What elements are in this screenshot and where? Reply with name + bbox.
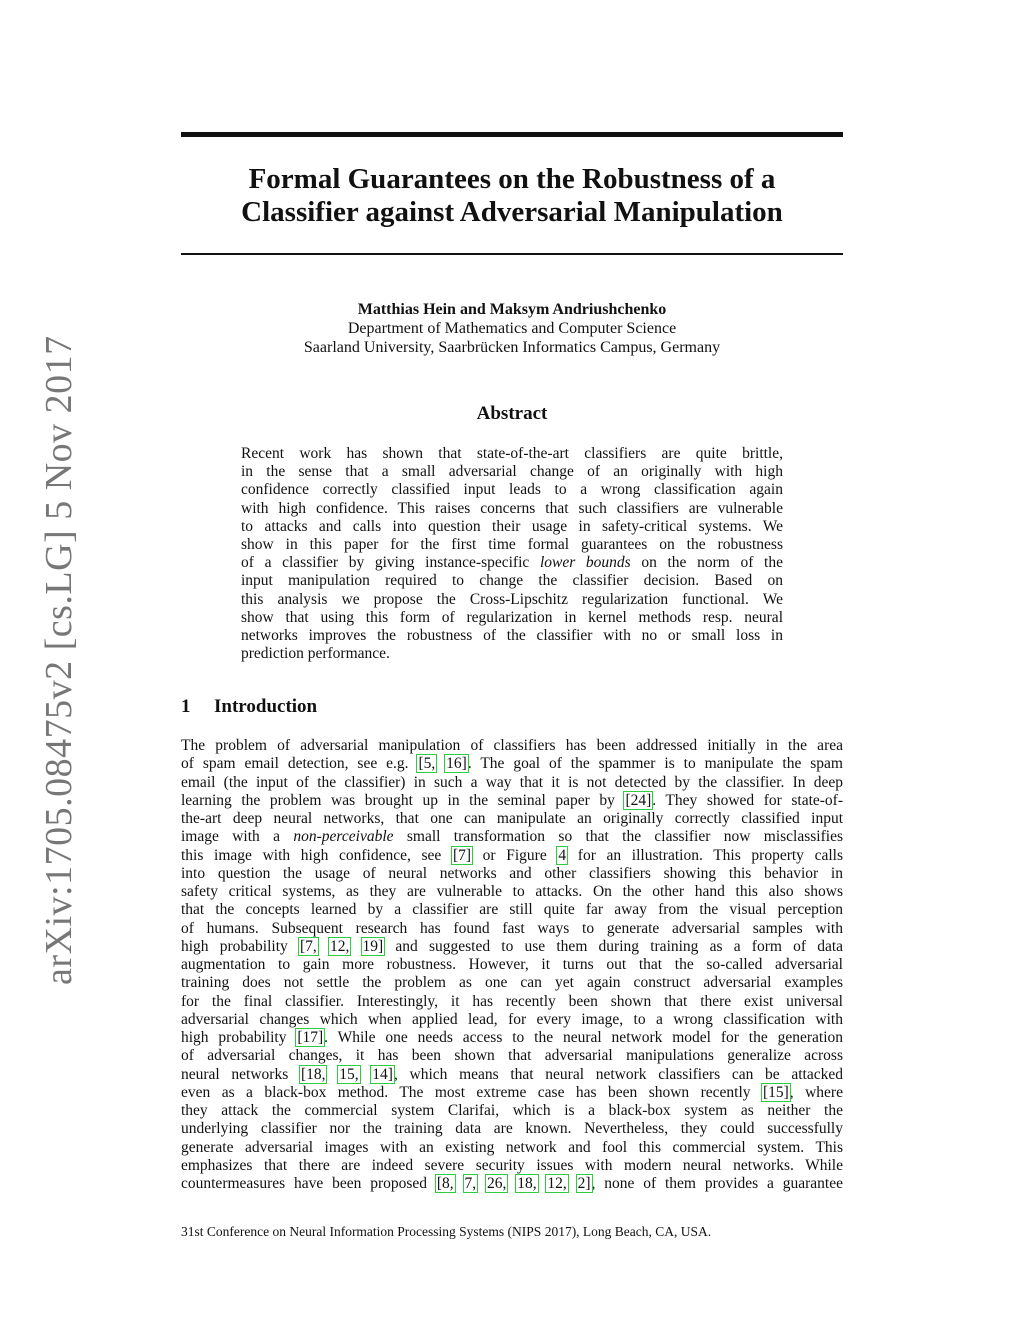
intro-line: The problem of adversarial manipulation of classifiers has been addressed initially in the area <box>181 737 843 754</box>
abstract-line: networks improves the robustness of the classifier with no or small loss in <box>241 627 783 645</box>
citation-link[interactable]: 14] <box>372 1065 393 1083</box>
intro-line: safety critical systems, as they are vulnerable to attacks. On the other hand this also shows <box>181 883 843 900</box>
section-heading-introduction <box>181 696 843 718</box>
abstract-emphasis: lower bounds <box>539 554 631 572</box>
abstract-body <box>241 445 783 663</box>
intro-text: high probability <box>181 937 299 955</box>
section-title: Introduction <box>214 696 318 717</box>
intro-text: . They showed for state-of- <box>652 791 843 809</box>
intro-line: into question the usage of neural networks and other classifiers showing this behavior in <box>181 864 843 882</box>
title-top-rule <box>181 132 843 137</box>
intro-text: image with a <box>181 828 294 846</box>
conference-footnote: 31st Conference on Neural Information Processing Systems (NIPS 2017), Long Beach, CA, USA. <box>181 1224 712 1239</box>
intro-text: or Figure <box>472 846 558 864</box>
citation-link[interactable]: 18, <box>517 1175 537 1192</box>
abstract-heading: Abstract <box>476 403 548 424</box>
intro-line: training does not settle the problem as one can yet again construct adversarial examples <box>181 974 843 992</box>
intro-text: countermeasures have been proposed <box>181 1175 436 1192</box>
paper-title <box>181 163 843 229</box>
abstract-line: input manipulation required to change the classifier decision. Based on <box>241 572 783 590</box>
figure-reference-link[interactable]: 4 <box>558 846 567 864</box>
citation-link[interactable]: [18, <box>300 1065 326 1083</box>
intro-emphasis: non-perceivable <box>293 828 394 846</box>
section-number: 1 <box>181 696 191 717</box>
intro-text: learning the problem was brought up in the seminal paper by <box>181 791 625 809</box>
intro-line: of adversarial changes, it has been shown that adversarial manipulations generalize across <box>181 1047 843 1065</box>
title-bottom-rule <box>181 253 843 255</box>
intro-text: for an illustration. This property calls <box>567 846 843 864</box>
intro-text: even as a black-box method. The most extreme case has been shown recently <box>181 1083 762 1101</box>
intro-line <box>181 1084 843 1102</box>
arxiv-identifier-text: arXiv:1705.08475v2 [cs.LG] 5 Nov 2017 <box>38 335 80 985</box>
author-affiliation: Saarland University, Saarbrücken Informatics Campus, Germany <box>303 339 721 356</box>
abstract-line: prediction performance. <box>241 645 390 663</box>
intro-text: , none of them provides a guarantee <box>591 1175 844 1192</box>
citation-link[interactable]: [15] <box>762 1083 789 1101</box>
citation-link[interactable]: 12, <box>329 937 350 955</box>
intro-text: neural networks <box>181 1065 300 1083</box>
intro-line: of humans. Subsequent research has found fast ways to generate adversarial samples with <box>181 919 843 937</box>
citation-link[interactable]: 2] <box>577 1175 591 1192</box>
intro-text: small transformation so that the classifier now misclassifies <box>393 828 843 846</box>
abstract-line: show in this paper for the first time formal guarantees on the robustness <box>241 536 783 554</box>
intro-line: for the final classifier. Interestingly, it has recently been shown that there exist universal <box>181 992 843 1010</box>
introduction-body <box>181 737 843 1193</box>
intro-text: of spam email detection, see e.g. <box>181 755 418 773</box>
abstract-line: in the sense that a small adversarial change of an originally with high <box>241 463 783 481</box>
intro-text: high probability <box>181 1029 297 1046</box>
intro-line: augmentation to gain more robustness. However, it turns out that the so-called adversarial <box>181 956 843 973</box>
citation-link[interactable]: [5, <box>418 755 436 773</box>
intro-line: emphasizes that there are indeed severe security issues with modern neural networks. While <box>181 1156 843 1174</box>
intro-text: , where <box>789 1083 843 1101</box>
citation-link[interactable]: [7, <box>299 937 317 955</box>
intro-text: this image with high confidence, see <box>181 846 452 864</box>
intro-line <box>181 755 843 773</box>
abstract-text: on the norm of the <box>630 554 783 572</box>
citation-link[interactable]: [17] <box>297 1029 324 1046</box>
intro-line <box>181 792 843 810</box>
citation-link[interactable]: 16] <box>446 755 467 773</box>
intro-line: email (the input of the classifier) in such a way that it is not detected by the classifier. In deep <box>181 773 843 791</box>
intro-line: generate adversarial images with an existing network and fool this commercial system. This <box>181 1138 843 1156</box>
intro-line <box>181 1066 843 1084</box>
intro-line <box>181 938 843 956</box>
citation-link[interactable]: [24] <box>625 791 652 809</box>
intro-line: underlying classifier nor the training data are known. Nevertheless, they could successfully <box>181 1120 843 1138</box>
intro-text: . The goal of the spammer is to manipulate the spam <box>467 755 843 773</box>
intro-line <box>181 828 843 846</box>
citation-link[interactable]: 26, <box>486 1175 507 1192</box>
abstract-line: show that using this form of regularization in kernel methods resp. neural <box>241 608 783 626</box>
intro-line <box>181 847 843 865</box>
intro-line: they attack the commercial system Clarifai, which is a black-box system as neither the <box>181 1102 843 1119</box>
citation-link[interactable]: [8, <box>436 1175 454 1192</box>
abstract-line: to attacks and calls into question their usage in safety-critical systems. We <box>241 517 783 535</box>
author-names: Matthias Hein and Maksym Andriushchenko <box>357 301 667 318</box>
citation-link[interactable]: 7, <box>464 1175 477 1192</box>
intro-line: the-art deep neural networks, that one can manipulate an originally correctly classified input <box>181 810 843 827</box>
intro-line <box>181 1029 843 1047</box>
citation-link[interactable]: 12, <box>547 1175 567 1192</box>
citation-link[interactable]: [7] <box>452 846 472 864</box>
abstract-line: this analysis we propose the Cross-Lipschitz regularization functional. We <box>241 590 783 608</box>
intro-line: that the concepts learned by a classifier are still quite far away from the visual perception <box>181 901 843 919</box>
abstract-line: confidence correctly classified input leads to a wrong classification again <box>241 481 783 499</box>
abstract-line: with high confidence. This raises concerns that such classifiers are vulnerable <box>241 499 783 517</box>
title-line-1: Formal Guarantees on the Robustness of a <box>248 163 776 195</box>
author-block <box>181 300 843 357</box>
abstract-line: Recent work has shown that state-of-the-art classifiers are quite brittle, <box>241 445 783 462</box>
author-department: Department of Mathematics and Computer Science <box>347 320 677 337</box>
intro-text: , which means that neural network classifiers can be attacked <box>393 1065 844 1083</box>
abstract-text: of a classifier by giving instance-specific <box>241 554 540 572</box>
abstract-line <box>241 554 783 572</box>
intro-text: and suggested to use them during training as a form of data <box>384 937 844 955</box>
citation-link[interactable]: 19] <box>362 937 384 955</box>
intro-line <box>181 1175 843 1193</box>
intro-text: . While one needs access to the neural network model for the generation <box>324 1029 843 1046</box>
citation-link[interactable]: 15, <box>339 1065 359 1083</box>
title-line-2: Classifier against Adversarial Manipulation <box>241 196 783 228</box>
intro-line: adversarial changes which when applied lead, for every image, to a wrong classification with <box>181 1010 843 1028</box>
